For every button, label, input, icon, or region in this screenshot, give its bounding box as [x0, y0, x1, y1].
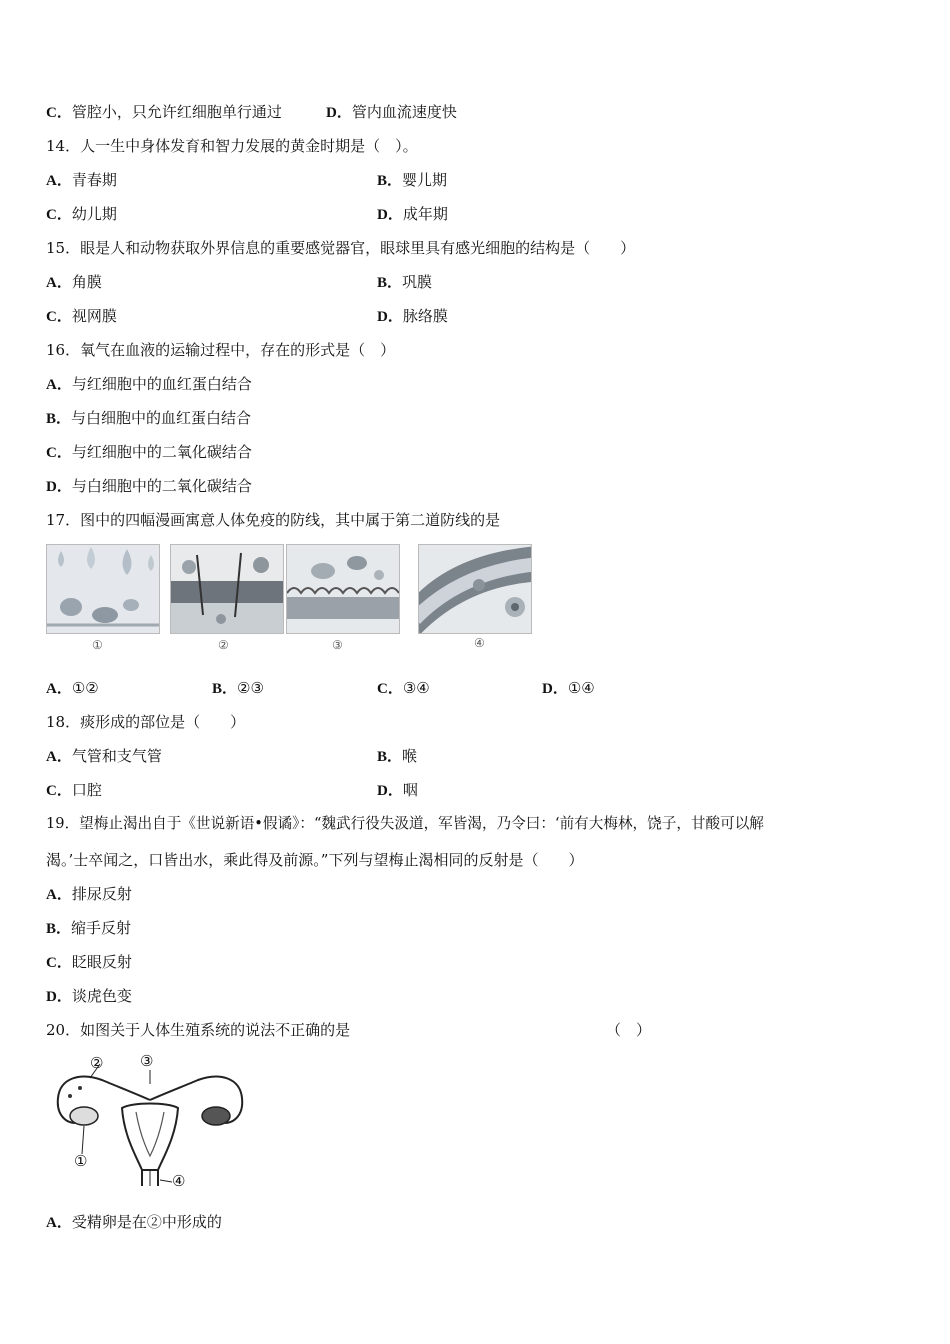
panel-label-3: ③ [332, 638, 343, 652]
q14-option-b: B．婴儿期 [377, 171, 448, 189]
q14-option-c: C．幼儿期 [46, 205, 117, 223]
q17-option-a: A．①② [46, 679, 99, 697]
q18-option-c: C．口腔 [46, 781, 102, 799]
q16-option-c: C．与红细胞中的二氧化碳结合 [46, 443, 252, 461]
q18-option-b: B．喉 [377, 747, 418, 765]
q15-option-c: C．视网膜 [46, 307, 117, 325]
q15-stem: 15．眼是人和动物获取外界信息的重要感觉器官，眼球里具有感光细胞的结构是（ ） [46, 239, 636, 257]
q15-option-b: B．巩膜 [377, 273, 433, 291]
panel-skin-hair-image [170, 544, 284, 634]
q19-option-b: B．缩手反射 [46, 919, 132, 937]
q16-option-d: D．与白细胞中的二氧化碳结合 [46, 477, 252, 495]
q14-option-d: D．成年期 [377, 205, 448, 223]
diagram-label-1: ① [74, 1152, 88, 1170]
q16-option-a: A．与红细胞中的血红蛋白结合 [46, 375, 252, 393]
q18-option-d: D．咽 [377, 781, 418, 799]
q19-stem-line2: 渴。’士卒闻之，口皆出水，乘此得及前源。”下列与望梅止渴相同的反射是（ ） [46, 851, 584, 869]
q19-option-c: C．眨眼反射 [46, 953, 132, 971]
panel-label-2: ② [218, 638, 229, 652]
q13-option-d: D．管内血流速度快 [326, 103, 457, 121]
panel-label-4: ④ [474, 636, 485, 650]
q20-option-a: A．受精卵是在②中形成的 [46, 1213, 222, 1231]
q15-option-a: A．角膜 [46, 273, 102, 291]
panel-cilia-image [286, 544, 400, 634]
q19-stem-line1: 19．望梅止渴出自于《世说新语•假谲》：“魏武行役失汲道，军皆渴，乃令曰：‘前有大梅林，饶子，甘酸可以解 [46, 815, 764, 832]
q19-option-a: A．排尿反射 [46, 885, 132, 903]
panel-label-1: ① [92, 638, 103, 652]
q17-option-b: B．②③ [212, 679, 264, 697]
q14-stem: 14．人一生中身体发育和智力发展的黄金时期是（ ）。 [46, 137, 418, 155]
diagram-label-3: ③ [140, 1052, 154, 1070]
diagram-label-4: ④ [172, 1172, 186, 1190]
q14-option-a: A．青春期 [46, 171, 117, 189]
q17-option-c: C．③④ [377, 679, 430, 697]
female-reproductive-system-diagram [50, 1052, 250, 1192]
q18-stem: 18．痰形成的部位是（ ） [46, 713, 246, 731]
q13-option-c: C．管腔小，只允许红细胞单行通过 [46, 103, 282, 121]
panel-blood-vessel-image [418, 544, 532, 634]
q19-option-d: D．谈虎色变 [46, 987, 132, 1005]
q17-immunity-figure [46, 544, 550, 654]
q20-answer-paren: （ ） [606, 1021, 652, 1039]
q20-stem: 20．如图关于人体生殖系统的说法不正确的是 [46, 1021, 351, 1039]
panel-rain-drops-image [46, 544, 160, 634]
q15-option-d: D．脉络膜 [377, 307, 448, 325]
q16-option-b: B．与白细胞中的血红蛋白结合 [46, 409, 252, 427]
q17-stem: 17．图中的四幅漫画寓意人体免疫的防线，其中属于第二道防线的是 [46, 511, 501, 529]
q16-stem: 16．氧气在血液的运输过程中，存在的形式是（ ） [46, 341, 396, 359]
diagram-label-2: ② [90, 1054, 104, 1072]
q18-option-a: A．气管和支气管 [46, 747, 162, 765]
q17-option-d: D．①④ [542, 679, 595, 697]
